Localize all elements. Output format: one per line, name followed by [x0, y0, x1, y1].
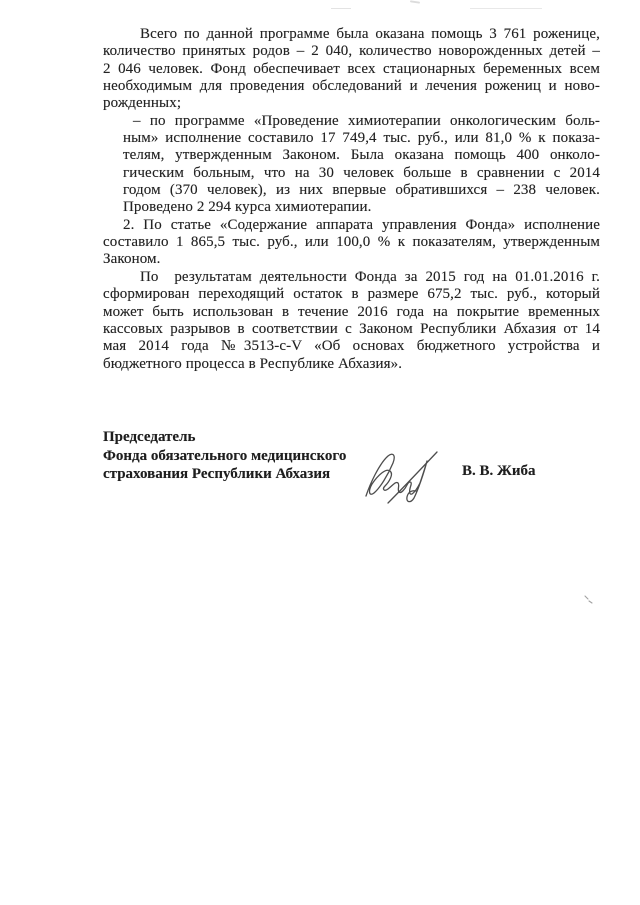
- text-line: ным» исполнение составило 17 749,4 тыс. руб., или 81,0 % к показа-: [123, 130, 600, 147]
- document-body-text: [103, 26, 600, 373]
- scan-artifact-dot: [410, 0, 420, 3]
- text-line: гическим больным, что на 30 человек больше в сравнении с 2014: [123, 164, 600, 181]
- text-line: телям, утвержденным Законом. Была оказана помощь 400 онколо-: [123, 147, 600, 164]
- text-line: рожденных;: [103, 95, 182, 112]
- text-line: бюджетного процесса в Республике Абхазия».: [103, 355, 403, 372]
- text-line: количество принятых родов – 2 040, количество новорожденных детей –: [103, 43, 600, 60]
- text-line: может быть использован в течение 2016 года на покрытие временных: [103, 303, 600, 320]
- signatory-name: В. В. Жиба: [462, 463, 536, 479]
- paragraph: [103, 269, 600, 373]
- text-line: 2. По статье «Содержание аппарата управления Фонда» исполнение: [123, 216, 600, 233]
- text-line: Законом.: [103, 251, 161, 268]
- text-line: 2 046 человек. Фонд обеспечивает всех стационарных беременных всем: [103, 60, 600, 77]
- text-line: – по программе «Проведение химиотерапии онкологическим боль-: [133, 112, 600, 129]
- paragraph: [103, 217, 600, 269]
- text-line: необходимым для проведения обследований и лечения рожениц и ново-: [103, 78, 600, 95]
- scan-speck: [583, 594, 595, 606]
- text-line: сформирован переходящий остаток в размере 675,2 тыс. руб., который: [103, 286, 600, 303]
- text-line: мая 2014 года №3513-с-V «Об основах бюджетного устройства и: [103, 338, 600, 355]
- text-line: По результатам деятельности Фонда за 2015 год на 01.01.2016 г.: [140, 268, 600, 285]
- signatory-title: [103, 428, 346, 484]
- text-line: составило 1 865,5 тыс. руб., или 100,0 % к показателям, утвержденным: [103, 234, 600, 251]
- handwritten-signature-icon: [352, 440, 447, 506]
- scan-artifact-streak: [331, 8, 351, 9]
- text-line: Проведено 2 294 курса химиотерапии.: [123, 199, 372, 216]
- paragraph: [103, 26, 600, 113]
- signatory-org-line: страхования Республики Абхазия: [103, 466, 331, 483]
- text-line: кассовых разрывов в соответствии с Законом Республики Абхазия от 14: [103, 320, 600, 337]
- scan-artifact-streak: [470, 8, 542, 9]
- signatory-org-line: Фонда обязательного медицинского: [103, 447, 347, 464]
- signatory-role-line: Председатель: [103, 429, 196, 445]
- paragraph: [103, 113, 600, 217]
- text-line: Всего по данной программе была оказана помощь 3 761 роженице,: [140, 26, 600, 42]
- text-line: годом (370 человек), из них впервые обратившихся – 238 человек.: [123, 182, 600, 199]
